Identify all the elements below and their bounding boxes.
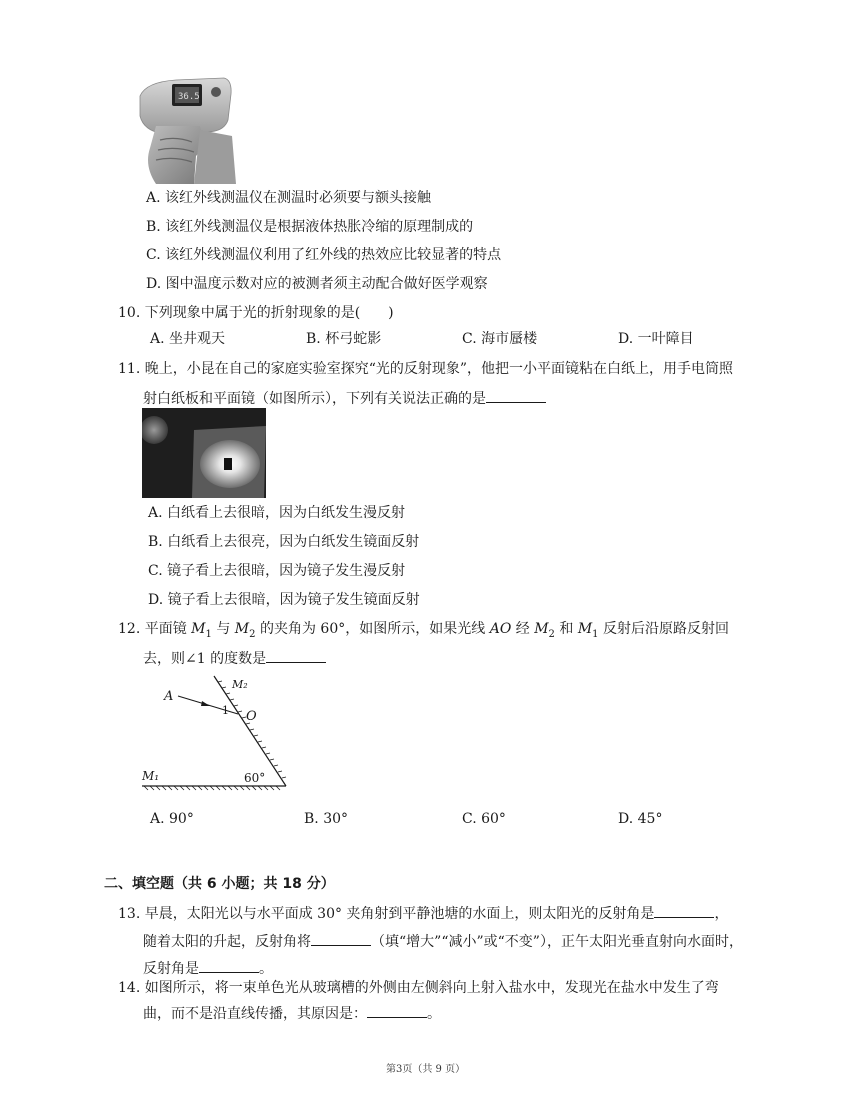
q11-option-c: C. 镜子看上去很暗，因为镜子发生漫反射	[148, 563, 406, 579]
q14-line2: 曲，而不是沿直线传播，其原因是： 。	[143, 1003, 441, 1023]
label-M1: M₁	[142, 769, 160, 783]
q13-line3: 反射角是 。	[143, 958, 273, 978]
q13-line1: 13. 早晨，太阳光以与水平面成 30° 夹角射到平静池塘的水面上，则太阳光的反射角是 ，	[118, 903, 728, 923]
q14-line1: 14. 如图所示，将一束单色光从玻璃槽的外侧由左侧斜向上射入盐水中，发现光在盐水中发生了弯	[118, 980, 719, 996]
label-angle-1: 1	[222, 704, 229, 717]
label-60deg: 60°	[244, 771, 266, 785]
q9-option-c: C. 该红外线测温仪利用了红外线的热效应比较显著的特点	[146, 247, 502, 263]
q10-option-b: B. 杯弓蛇影	[306, 331, 382, 347]
label-O: O	[246, 709, 257, 724]
q9-option-b: B. 该红外线测温仪是根据液体热胀冷缩的原理制成的	[146, 219, 474, 235]
q11-option-a: A. 白纸看上去很暗，因为白纸发生漫反射	[148, 505, 406, 521]
section-title-fill-in: 二、填空题（共 6 小题；共 18 分）	[104, 876, 335, 892]
mirror-angle-diagram	[140, 672, 290, 792]
q12-option-b: B. 30°	[304, 811, 349, 827]
answer-blank-2[interactable]	[311, 931, 371, 946]
answer-blank-1[interactable]	[654, 903, 714, 918]
page-number: 第3页（共 9 页）	[386, 1064, 466, 1075]
label-M2: M₂	[232, 678, 248, 691]
q11-option-b: B. 白纸看上去很亮，因为白纸发生镜面反射	[148, 534, 420, 550]
q11-stem-line1: 11. 晚上，小昆在自己的家庭实验室探究“光的反射现象”，他把一小平面镜粘在白纸上，用手电筒照	[118, 361, 734, 377]
q12-option-d: D. 45°	[618, 811, 663, 827]
q10-option-d: D. 一叶障目	[618, 331, 694, 347]
q12-option-a: A. 90°	[150, 811, 194, 827]
q10-stem: 10. 下列现象中属于光的折射现象的是( )	[118, 305, 394, 321]
mirror-on-paper-photo	[142, 408, 266, 498]
infrared-thermometer-photo	[136, 76, 236, 184]
q12-option-c: C. 60°	[462, 811, 506, 827]
q10-option-a: A. 坐井观天	[150, 331, 226, 347]
q13-line2: 随着太阳的升起，反射角将 （填“增大”“减小”或“不变”），正午太阳光垂直射向水面时，	[143, 931, 743, 951]
q11-stem-line2: 射白纸板和平面镜（如图所示），下列有关说法正确的是	[143, 388, 546, 408]
q9-option-a: A. 该红外线测温仪在测温时必须要与额头接触	[146, 190, 432, 206]
q11-option-d: D. 镜子看上去很暗，因为镜子发生镜面反射	[148, 592, 420, 608]
q12-stem-line2: 去，则∠1 的度数是	[143, 648, 326, 668]
answer-blank[interactable]	[266, 648, 326, 663]
answer-blank[interactable]	[486, 388, 546, 403]
label-A: A	[164, 689, 174, 704]
answer-blank[interactable]	[367, 1003, 427, 1018]
svg-text:36.5: 36.5	[178, 92, 200, 102]
q10-option-c: C. 海市蜃楼	[462, 331, 538, 347]
q9-option-d: D. 图中温度示数对应的被测者须主动配合做好医学观察	[146, 276, 488, 292]
answer-blank-3[interactable]	[199, 958, 259, 973]
q12-stem-line1: 12. 平面镜 $M_1$ 与 $M_2$ 的夹角为 60°，如图所示，如果光线 AO 经 $M_2$ 和 $M_1$ 反射后沿原路反射回	[118, 621, 729, 640]
